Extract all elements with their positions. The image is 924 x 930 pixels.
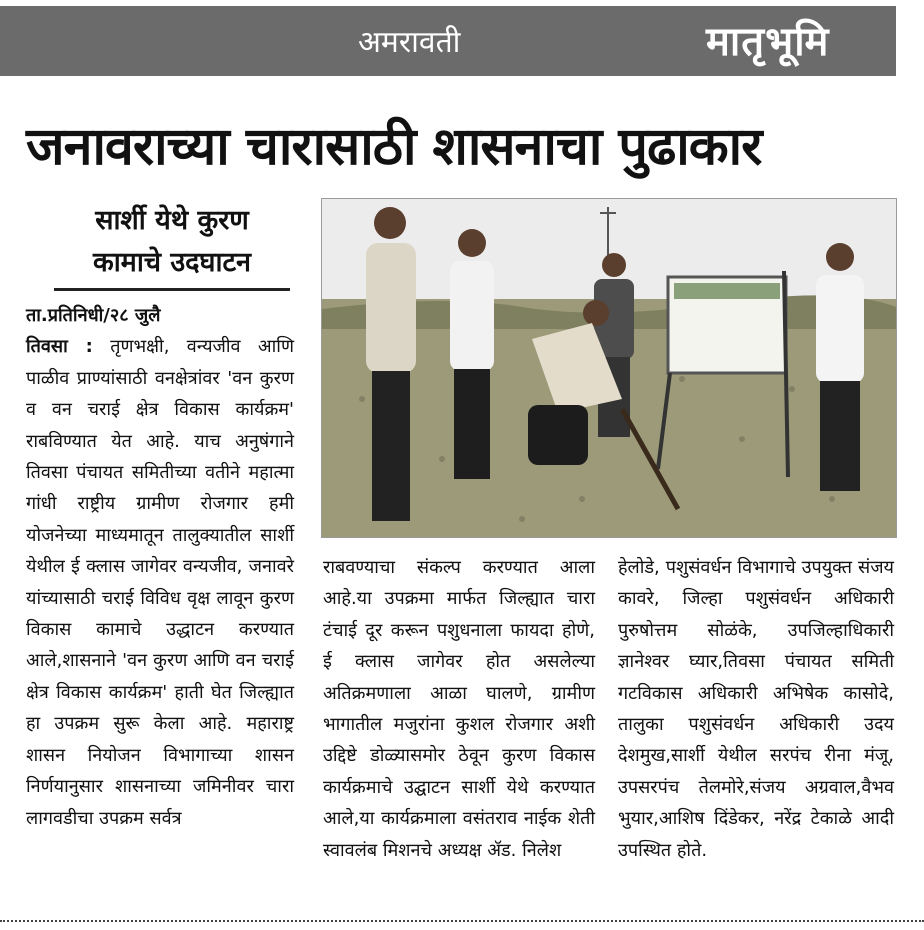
news-photo [321,198,897,538]
column-1-text: तृणभक्षी, वन्यजीव आणि पाळीव प्राण्यांसाठी वनक्षेत्रांवर 'वन कुरण व वन चराई क्षेत्र विकास कार्यक्रम' राबविण्यात येत आहे. याच अनुषंगाने तिवसा पंचायत समितीच्या वतीने महात्मा गांधी राष्ट्रीय ग्रामीण रोजगार हमी योजनेच्या माध्यमातून तालुक्यातील सार्शी येथील ई क्लास जागेवर वन्यजीव, जनावरे यांच्यासाठी चराई विविध वृक्ष लावून कुरण विकास कामाचे उद्धाटन करण्यात आले,शासनाने 'वन कुरण आणि वन चराई क्षेत्र विकास कार्यक्रम' हाती घेत जिल्ह्यात हा उपक्रम सुरू केला आहे. महाराष्ट्र शासन नियोजन विभागाच्या शासन निर्णयानुसार शासनाच्या जमिनीवर चारा लागवडीचा उपक्रम सर्वत्र [26,336,294,829]
subheadline [54,200,290,284]
article-column-1 [26,300,294,834]
person-2 [450,229,494,479]
column-1-paragraph [26,331,294,834]
article-column-3 [618,552,894,866]
subheadline-rule [54,288,290,291]
person-5 [816,243,864,491]
dateline: ता.प्रतिनिधी/२८ जुलै [26,305,161,326]
article-column-2 [323,552,595,866]
subheadline-line: सार्शी येथे कुरण [95,205,249,236]
column-3-text: हेलोडे, पशुसंवर्धन विभागाचे उपयुक्त संजय कावरे, जिल्हा पशुसंवर्धन अधिकारी पुरुषोत्तम सोळंके, उपजिल्हाधिकारी ज्ञानेश्वर घ्यार,तिवसा पंचायत समिती गटविकास अधिकारी अभिषेक कासोदे, तालुका पशुसंवर्धन अधिकारी उदय देशमुख,सार्शी येथील सरपंच रीना मंजू, उपसरपंच तेलमोरे,संजय अग्रवाल,वैभव भुयार,आशिष दिंडेकर, नरेंद्र टेकाळे आदी उपस्थित होते. [618,557,894,861]
column-2-text: राबवण्याचा संकल्प करण्यात आला आहे.या उपक्रमा मार्फत जिल्ह्यात चारा टंचाई दूर करून पशुधनाला फायदा होणे, ई क्लास जागेवर होत असलेल्या अतिक्रमणाला आळा घालणे, ग्रामीण भागातील मजुरांना कुशल रोजगार अशी उद्दिष्टे डोळ्यासमोर ठेवून कुरण विकास कार्यक्रमाचे उद्घाटन सार्शी येथे करण्यात आले,या कार्यक्रमाला वसंतराव नाईक शेती स्वावलंब मिशनचे अध्यक्ष ॲड. निलेश [323,557,595,861]
tree-planting-photo [322,199,896,537]
lead-place: तिवसा : [26,336,93,358]
masthead [0,6,896,76]
section-city: अमरावती [358,25,461,60]
headline: जनावराच्या चारासाठी शासनाचा पुढाकार [26,117,762,177]
newspaper-logo: मातृभूमि [706,19,830,65]
subheadline-line: कामाचे उदघाटन [92,247,252,278]
bottom-dotted-rule [0,920,924,922]
person-1 [366,207,416,521]
